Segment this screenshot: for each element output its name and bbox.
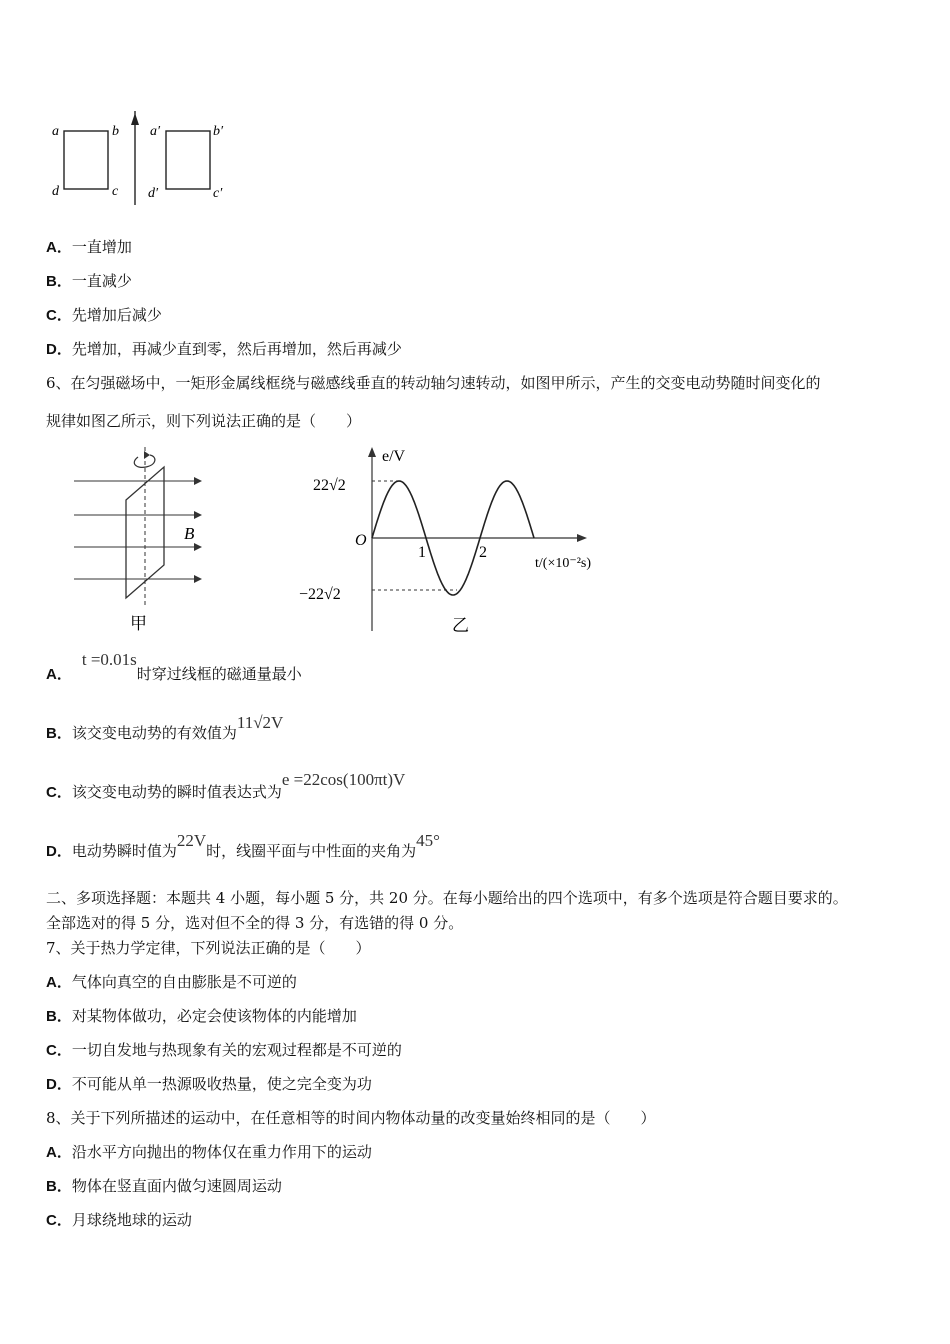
label-b: b: [112, 124, 119, 139]
x-tick-1: 1: [418, 544, 426, 561]
q6-stem-line1: 6、在匀强磁场中，一矩形金属线框绕与磁感线垂直的转动轴匀速转动，如图甲所示，产生的交变电动势随时间变化的: [46, 374, 821, 392]
q5-option-c: C．先增加后减少: [46, 306, 162, 324]
y-axis-arrow-icon: [368, 447, 376, 457]
q6-option-a: A．t =0.01s时穿过线框的磁通量最小: [46, 650, 302, 683]
q6-b-math: 11√2V: [236, 713, 284, 732]
q8-stem: 8、关于下列所描述的运动中，在任意相等的时间内物体动量的改变量始终相同的是（ ）: [46, 1109, 656, 1127]
field-arrow-icon: [194, 543, 202, 551]
field-arrow-icon: [194, 477, 202, 485]
caption-jia: 甲: [130, 614, 147, 633]
figure-yi: [295, 445, 625, 635]
field-arrow-icon: [194, 575, 202, 583]
current-arrow-icon: [131, 113, 139, 125]
q5-option-d: D．先增加，再减少直到零，然后再增加，然后再减少: [46, 340, 402, 358]
caption-yi: 乙: [452, 616, 469, 635]
field-arrow-icon: [194, 511, 202, 519]
q6-option-b: B．该交变电动势的有效值为11√2V: [46, 713, 284, 742]
q5-option-b: B．一直减少: [46, 272, 132, 290]
q6-stem-line2: 规律如图乙所示，则下列说法正确的是（ ）: [46, 412, 362, 430]
field-label-b: B: [184, 524, 195, 543]
q8-option-a: A．沿水平方向抛出的物体仅在重力作用下的运动: [46, 1143, 372, 1161]
q6-a-math: t =0.01s: [81, 650, 137, 669]
section2-line2: 全部选对的得 5 分，选对但不全的得 3 分，有选错的得 0 分。: [46, 914, 464, 932]
q6-option-c: C．该交变电动势的瞬时值表达式为e =22cos(100πt)V: [46, 770, 406, 801]
x-axis-label: t/(×10⁻²s): [535, 556, 592, 571]
q7-option-d: D．不可能从单一热源吸收热量，使之完全变为功: [46, 1075, 372, 1093]
y-axis-label: e/V: [382, 448, 406, 465]
q6-d-math-a: 22V: [176, 831, 207, 850]
figure-jia: [60, 445, 220, 635]
q5-option-a: A．一直增加: [46, 238, 132, 256]
label-a: a: [52, 124, 59, 139]
loop-abcd: [64, 131, 108, 189]
label-d: d: [52, 184, 59, 199]
rotation-arrowhead-icon: [144, 451, 150, 459]
label-d-prime: d′: [148, 186, 159, 201]
q7-option-c: C．一切自发地与热现象有关的宏观过程都是不可逆的: [46, 1041, 402, 1059]
figure-two-loops: [40, 105, 250, 215]
label-a-prime: a′: [150, 124, 161, 139]
y-max-label: 22√2: [313, 477, 346, 494]
q6-d-math-b: 45°: [416, 831, 440, 850]
label-b-prime: b′: [213, 124, 224, 139]
x-axis-arrow-icon: [577, 534, 587, 542]
q6-c-math: e =22cos(100πt)V: [281, 770, 406, 789]
x-tick-2: 2: [479, 544, 487, 561]
q7-stem: 7、关于热力学定律，下列说法正确的是（ ）: [46, 939, 371, 957]
section2-line1: 二、多项选择题：本题共 4 小题，每小题 5 分，共 20 分。在每小题给出的四个选项中，有多个选项是符合题目要求的。: [46, 889, 848, 907]
q8-option-c: C．月球绕地球的运动: [46, 1211, 192, 1229]
loop-abcd-prime: [166, 131, 210, 189]
q7-option-a: A．气体向真空的自由膨胀是不可逆的: [46, 973, 297, 991]
q7-option-b: B．对某物体做功，必定会使该物体的内能增加: [46, 1007, 357, 1025]
origin-label: O: [355, 532, 367, 549]
label-c: c: [112, 184, 119, 199]
q8-option-b: B．物体在竖直面内做匀速圆周运动: [46, 1177, 282, 1195]
y-min-label: −22√2: [299, 586, 341, 603]
label-c-prime: c′: [213, 186, 223, 201]
q6-option-d: D．电动势瞬时值为22V时，线圈平面与中性面的夹角为45°: [46, 831, 440, 860]
